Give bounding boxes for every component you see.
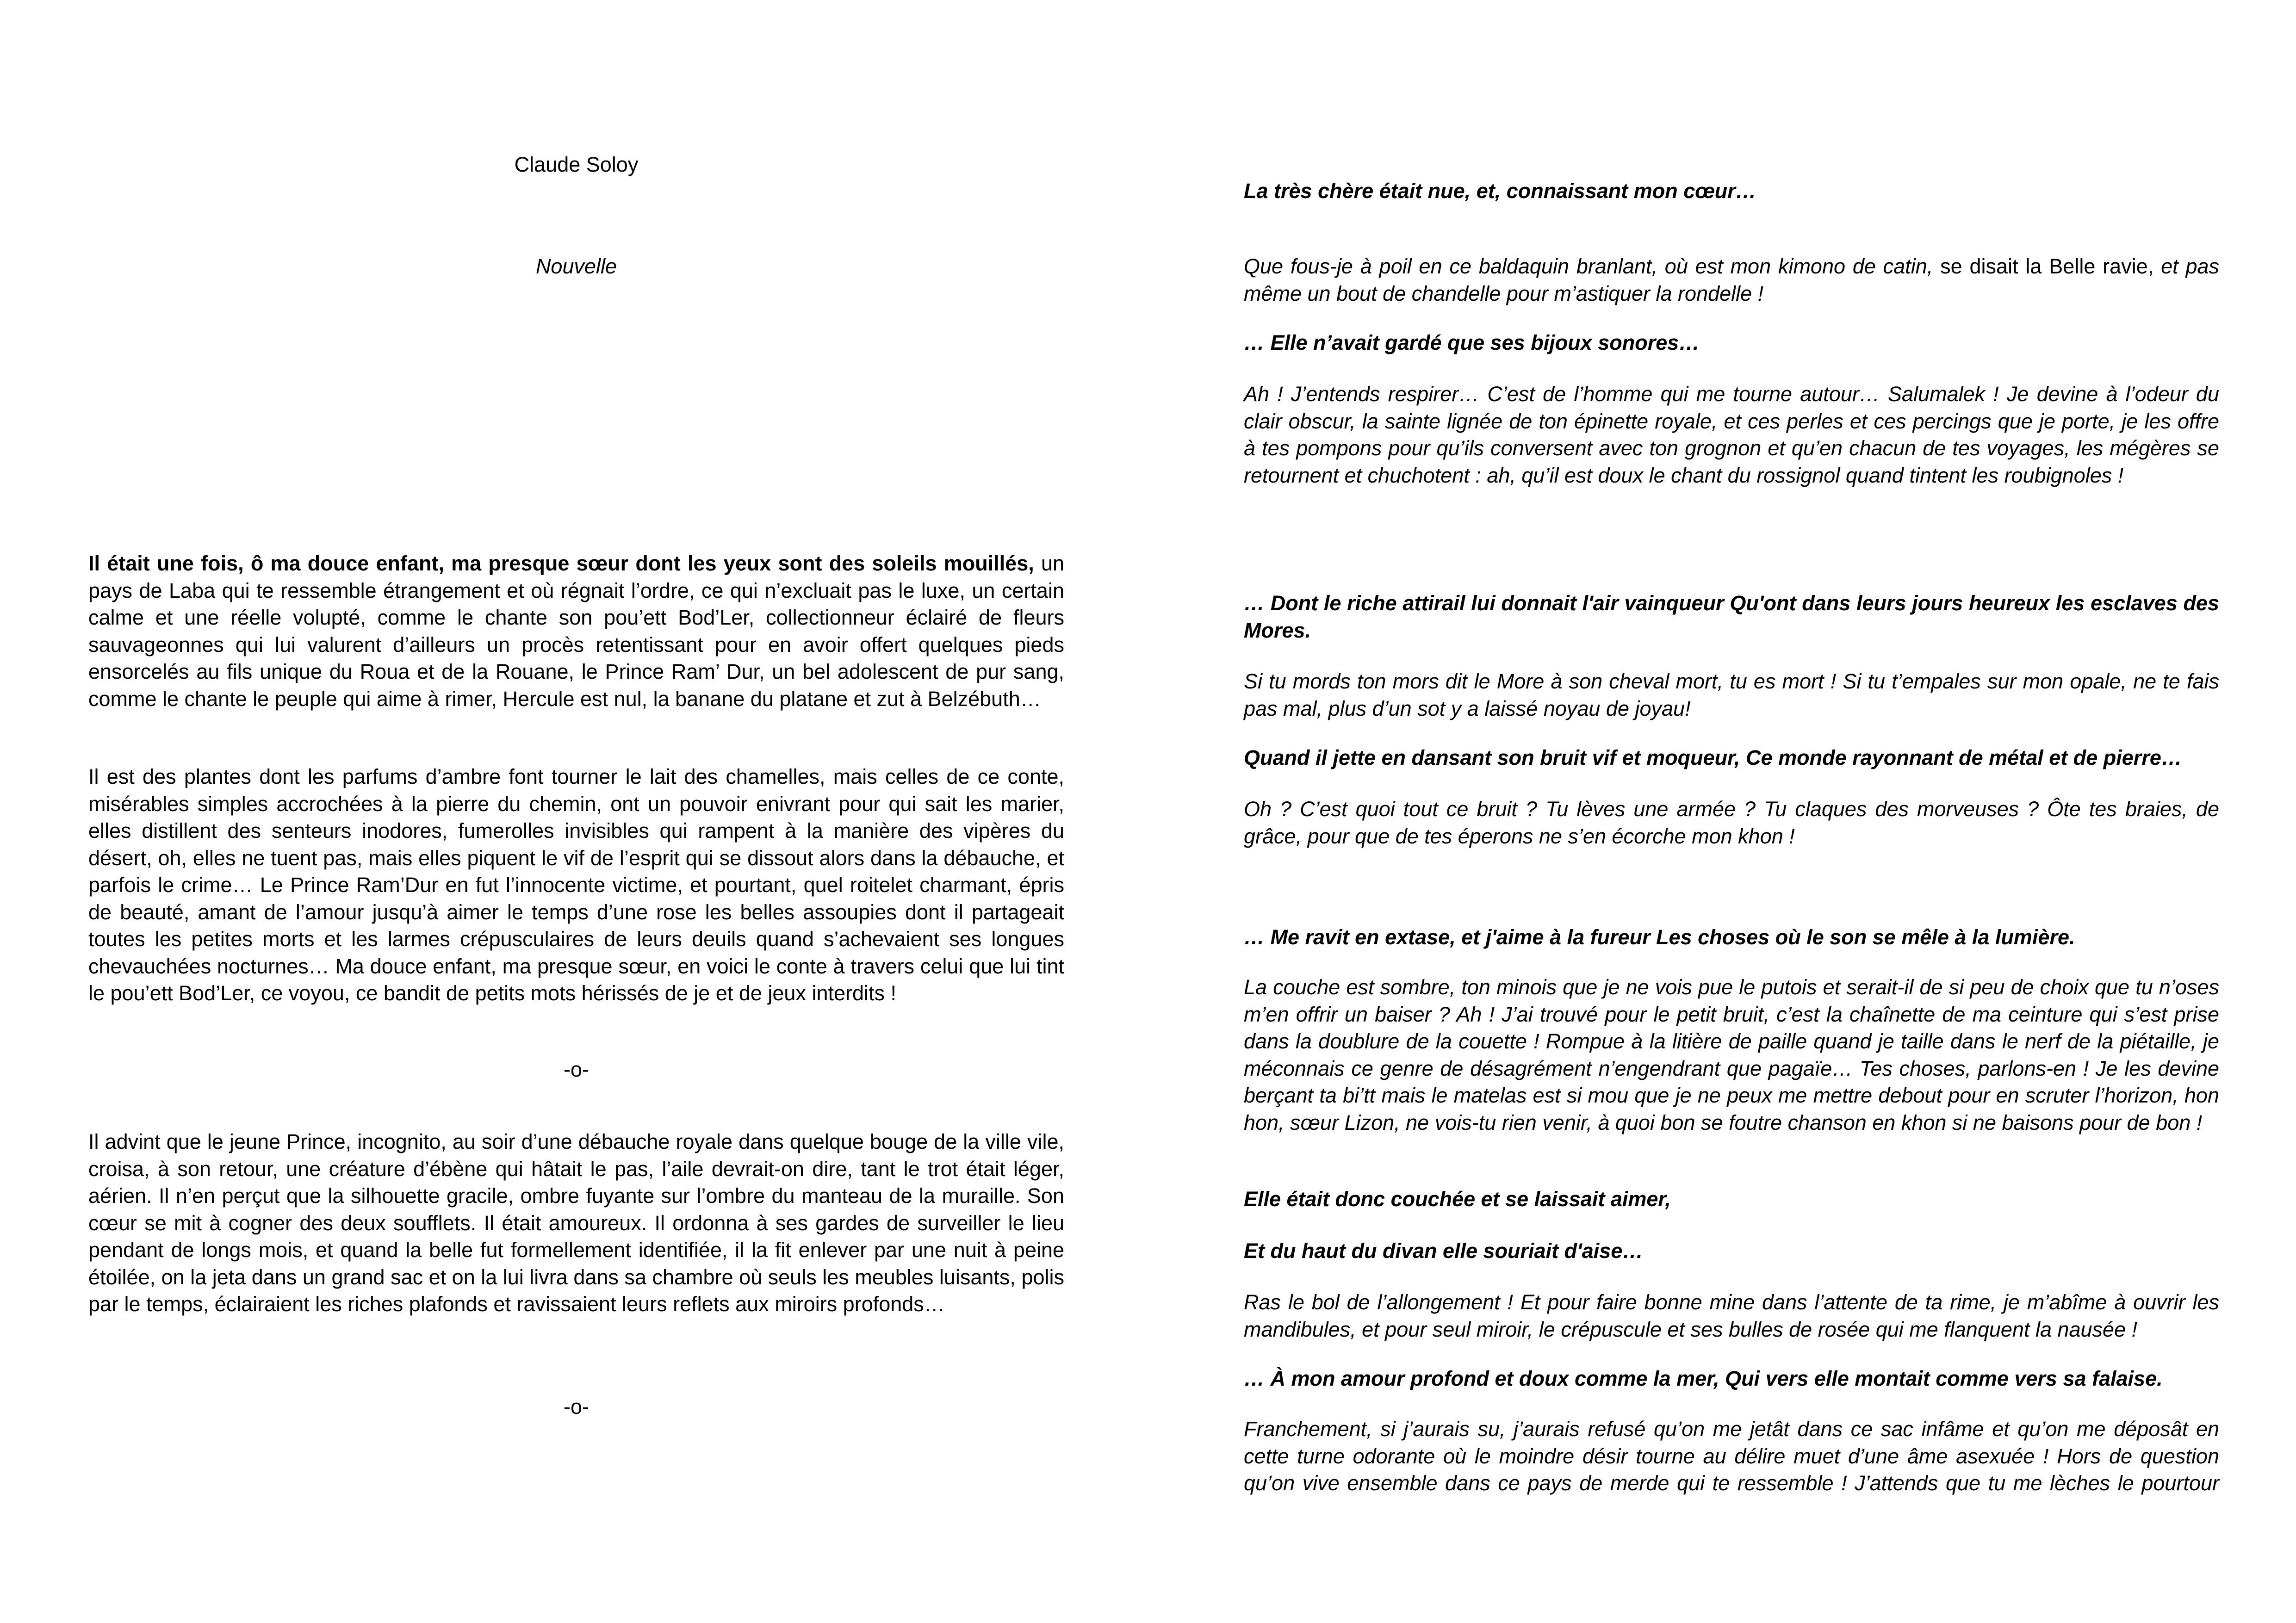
verse-quote: … Dont le riche attirail lui donnait l'air vainqueur Qu'ont dans leurs jours heureux les esclaves des Mores.: [1244, 591, 2219, 642]
prose-reply-part: Que fous-je à poil en ce baldaquin branlant, où est mon kimono de catin,: [1244, 254, 1933, 278]
prose-reply: La couche est sombre, ton minois que je ne vois pue le putois et serait-il de si peu de choix que tu n’oses m’en offrir un baiser ? Ah ! J’ai trouvé pour le petit bruit, c’est la chaînette de ma ceinture qui s’est prise dans la doublure de la couette ! Rompue à la litière de paille quand je taille dans le nerf de la piétaille, je méconnais ce genre de désagrément n’engendrant que pagaïe… Tes choses, parlons-en ! Je les devine berçant ta bi’tt mais le matelas est si mou que je ne peux me mettre debout pour en scruter l’horizon, hon hon, sœur Lizon, ne vois-tu rien venir, à quoi bon se foutre chanson en khon si ne baisons pour de bon !: [1244, 975, 2219, 1134]
paragraph-1: [88, 550, 1064, 712]
prose-reply: [1244, 253, 2219, 307]
paragraph-1-lead: Il était une fois, ô ma douce enfant, ma presque sœur dont les yeux sont des soleils mouillés,: [88, 551, 1034, 575]
paragraph-2: Il est des plantes dont les parfums d’ambre font tourner le lait des chamelles, mais celles de ce conte, misérables simples accrochées à la pierre du chemin, ont un pouvoir enivrant pour qui sait les marier, elles distillent des senteurs inodores, fumerolles invisibles qui rampent à la manière des vipères du désert, oh, elles ne tuent pas, mais elles piquent le vif de l’esprit qui se dissout alors dans la débauche, et parfois le crime… Le Prince Ram’Dur en fut l’innocente victime, et pourtant, quel roitelet charmant, épris de beauté, amant de l’amour jusqu’à aimer le temps d’une rose les belles assoupies dont il partageait toutes les petites morts et les larmes crépusculaires de leurs deuils quand s’achevaient ses longues chevauchées nocturnes… Ma douce enfant, ma presque sœur, en voici le conte à travers celui que lui tint le pou’ett Bod’Ler, ce voyou, ce bandit de petits mots hérissés de je et de jeux interdits !: [88, 765, 1064, 1005]
author-name: Claude Soloy: [514, 153, 639, 176]
verse-quote: … Elle n’avait gardé que ses bijoux sonores…: [1244, 331, 1700, 354]
verse-quote: … À mon amour profond et doux comme la mer, Qui vers elle montait comme vers sa falaise.: [1244, 1367, 2163, 1390]
verse-quote: Et du haut du divan elle souriait d'aise…: [1244, 1239, 1644, 1263]
prose-reply: Franchement, si j’aurais su, j’aurais refusé qu’on me jetât dans ce sac infâme et qu’on me déposât en cette turne odorante où le moindre désir tourne au délire muet d’une âme asexuée ! Hors de question qu’on vive ensemble dans ce pays de merde qui te ressemble ! J’attends que tu me lèches le pourtour: [1244, 1417, 2219, 1495]
prose-reply: Ras le bol de l’allongement ! Et pour faire bonne mine dans l’attente de ta rime, je m’abîme à ouvrir les mandibules, et pour seul miroir, le crépuscule et ses bulles de rosée qui me flanquent la nausée !: [1244, 1290, 2219, 1341]
verse-quote: Quand il jette en dansant son bruit vif et moqueur, Ce monde rayonnant de métal et de pierre…: [1244, 746, 2182, 769]
prose-reply: Ah ! J’entends respirer… C’est de l’homme qui me tourne autour… Salumalek ! Je devine à l’odeur du clair obscur, la sainte lignée de ton épinette royale, et ces perles et ces percings que je porte, je les offre à tes pompons pour qu’ils conversent avec ton grognon et qu’en chacun de tes voyages, les mégères se retournent et chuchotent : ah, qu’il est doux le chant du rossignol quand tintent les roubignoles !: [1244, 382, 2219, 487]
paragraph-3: Il advint que le jeune Prince, incognito, au soir d’une débauche royale dans quelque bouge de la ville vile, croisa, à son retour, une créature d’ébène qui hâtait le pas, l’aile devrait-on dire, tant le trot était léger, aérien. Il n’en perçut que la silhouette gracile, ombre fuyante sur l’ombre du manteau de la muraille. Son cœur se mit à cogner des deux soufflets. Il était amoureux. Il ordonna à ses gardes de surveiller le lieu pendant de longs mois, et quand la belle fut formellement identifiée, il la fit enlever par une nuit à peine étoilée, on la jeta dans un grand sac et on la lui livra dans sa chambre où seuls les meubles luisants, polis par le temps, éclairaient les riches plafonds et ravissaient leurs reflets aux miroirs profonds…: [88, 1130, 1064, 1316]
right-page: [1244, 0, 2219, 1623]
prose-reply: Oh ? C’est quoi tout ce bruit ? Tu lèves une armée ? Tu claques des morveuses ? Ôte tes braies, de grâce, pour que de tes éperons ne s’en écorche mon khon !: [1244, 797, 2219, 848]
paragraph-1-text: un pays de Laba qui te ressemble étrangement et où régnait l’ordre, ce qui n’excluait pas le luxe, un certain calme et une réelle volupté, comme le chante son pou’ett Bod’Ler, collectionneur éclairé de fleurs sauvageonnes qui lui valurent d’ailleurs un procès retentissant pour en avoir offert quelques pieds ensorcelés au fils unique du Roua et de la Rouane, le Prince Ram’ Dur, un bel adolescent de pur sang, comme le chante le peuple qui aime à rimer, Hercule est nul, la banane du platane et zut à Belzébuth…: [88, 551, 1064, 711]
left-page: [88, 0, 1064, 1623]
prose-reply-part: et pas même un bout de chandelle pour m’astiquer la rondelle !: [1244, 254, 2219, 305]
verse-quote: La très chère était nue, et, connaissant mon cœur…: [1244, 179, 1756, 203]
narration-aside: se disait la Belle ravie,: [1933, 254, 2154, 278]
genre-label: Nouvelle: [535, 254, 617, 278]
section-separator: -o-: [564, 1395, 589, 1419]
verse-quote: … Me ravit en extase, et j'aime à la fureur Les choses où le son se mêle à la lumière.: [1244, 925, 2075, 949]
prose-reply: Si tu mords ton mors dit le More à son cheval mort, tu es mort ! Si tu t’empales sur mon opale, ne te fais pas mal, plus d’un sot y a laissé noyau de joyau!: [1244, 669, 2219, 720]
verse-quote: Elle était donc couchée et se laissait aimer,: [1244, 1187, 1671, 1211]
section-separator: -o-: [564, 1058, 589, 1081]
